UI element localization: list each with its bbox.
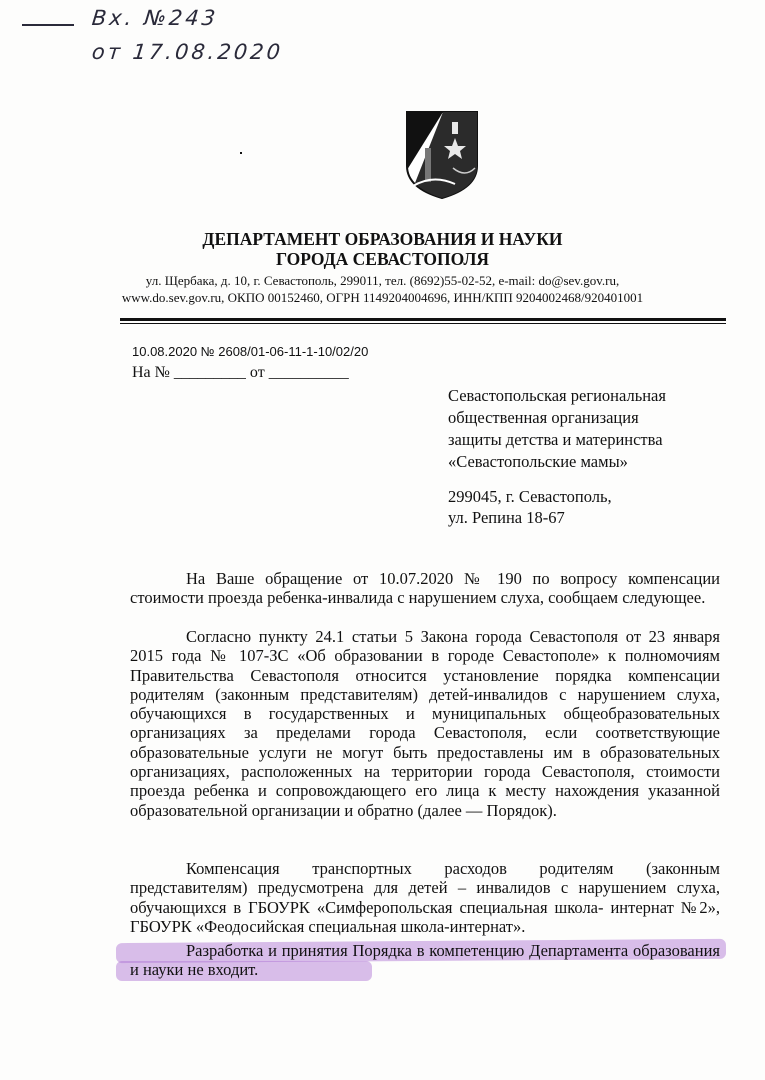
- paragraph-text: Согласно пункту 24.1 статьи 5 Закона города Севастополя от 23 января 2015 года № 107-ЗС «Об образовании в городе Севастополе» к полномочиям Правительства Севастополя относится установление порядка компенсации родителям (законным представителям) детей-инвалидов с нарушением слуха, обучающихся в государственных и муниципальных общеобразовательных организациях за пределами города Севастополя, если соответствующие образовательные услуги не могут быть предоставлены им в образовательных организациях, расположенных на территории города Севастополя, стоимости проезда ребенка и сопровождающего его лица к месту нахождения указанной образовательной организации и обратно (далее — Порядок).: [130, 627, 720, 820]
- reply-reference-line: На № _________ от __________: [132, 364, 349, 381]
- recipient-line: Севастопольская региональная: [448, 386, 666, 405]
- recipient-line: защиты детства и материнства: [448, 430, 663, 449]
- paragraph-text: Компенсация транспортных расходов родителям (законным представителям) предусмотрена для детей – инвалидов с нарушением слуха, обучающихся в ГБОУРК «Симферопольская специальная школа- интернат №2», ГБОУРК «Феодосийская специальная школа-интернат».: [130, 859, 720, 936]
- paragraph-text: Разработка и принятия Порядка в компетенцию Департамента образования и науки не входит.: [130, 941, 720, 980]
- paragraph-text: На Ваше обращение от 10.07.2020 № 190 по вопросу компенсации стоимости проезда ребенка-инвалида с нарушением слуха, сообщаем следующее.: [130, 569, 720, 608]
- recipient-address-line: ул. Репина 18-67: [448, 508, 565, 527]
- department-address-line2: www.do.sev.gov.ru, ОКПО 00152460, ОГРН 1149204004696, ИНН/КПП 9204002468/920401001: [121, 290, 644, 305]
- department-address-line1: ул. Щербака, д. 10, г. Севастополь, 299011, тел. (8692)55-02-52, e-mail: do@sev.gov.ru,: [145, 273, 620, 288]
- recipient-address-line: 299045, г. Севастополь,: [448, 487, 612, 506]
- recipient-line: общественная организация: [448, 408, 639, 427]
- stray-dot: [240, 152, 242, 154]
- department-name-line1: ДЕПАРТАМЕНТ ОБРАЗОВАНИЯ И НАУКИ: [202, 229, 563, 249]
- handwritten-incoming-number: Вх. №243: [90, 6, 220, 30]
- letter-paragraph-2: [130, 627, 720, 820]
- letter-paragraph-3: [130, 859, 720, 936]
- sevastopol-coat-of-arms-icon: [403, 108, 481, 200]
- letter-paragraph-4: [130, 941, 720, 980]
- department-name-line2: ГОРОДА СЕВАСТОПОЛЯ: [275, 249, 490, 269]
- handwritten-incoming-date: от 17.08.2020: [90, 40, 285, 64]
- header-divider-thin: [120, 323, 726, 324]
- letter-paragraph-1: [130, 569, 720, 608]
- header-divider-thick: [120, 318, 726, 321]
- outgoing-registration-number: 10.08.2020 № 2608/01-06-11-1-10/02/20: [132, 344, 369, 359]
- recipient-line: «Севастопольские мамы»: [448, 452, 628, 471]
- handwritten-dash: [22, 24, 74, 26]
